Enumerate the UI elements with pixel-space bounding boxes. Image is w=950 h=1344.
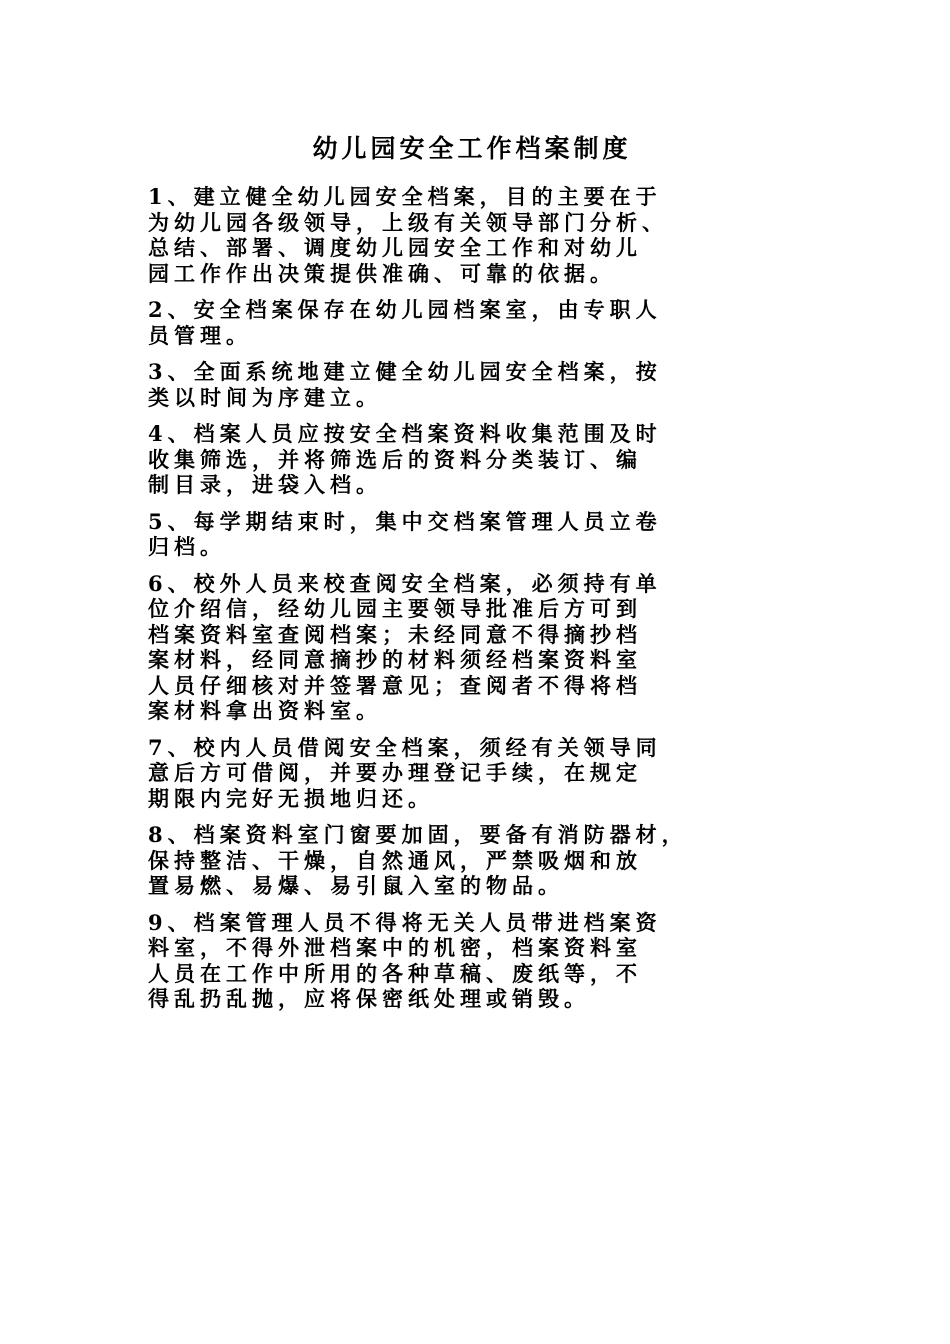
paragraph-2	[148, 297, 848, 348]
paragraph-1	[148, 184, 848, 286]
text-line: 7、校内人员借阅安全档案，须经有关领导同	[148, 734, 662, 760]
text-line: 归档。	[148, 534, 226, 559]
paragraph-9	[148, 910, 848, 1012]
text-line: 得乱扔乱抛，应将保密纸处理或销毁。	[148, 986, 590, 1011]
document-title: 幼儿园安全工作档案制度	[312, 134, 632, 163]
paragraph-3	[148, 359, 848, 410]
text-line: 9、档案管理人员不得将无关人员带进档案资	[148, 909, 662, 935]
text-line: 位介绍信，经幼儿园主要领导批准后方可到	[148, 596, 642, 621]
text-line: 1、建立健全幼儿园安全档案，目的主要在于	[148, 184, 662, 209]
paragraph-7	[148, 735, 848, 812]
text-line: 档案资料室查阅档案；未经同意不得摘抄档	[148, 621, 642, 647]
text-line: 人员仔细核对并签署意见；查阅者不得将档	[148, 672, 642, 698]
text-line: 园工作作出决策提供准确、可靠的依据。	[148, 260, 616, 286]
text-line: 人员在工作中所用的各种草稿、废纸等，不	[148, 960, 642, 986]
text-line: 员管理。	[148, 322, 252, 348]
text-line: 4、档案人员应按安全档案资料收集范围及时	[148, 421, 662, 446]
text-line: 期限内完好无损地归还。	[148, 785, 434, 811]
text-line: 意后方可借阅，并要办理登记手续，在规定	[148, 760, 642, 785]
paragraph-8	[148, 822, 848, 899]
text-line: 总结、部署、调度幼儿园安全工作和对幼儿	[148, 235, 642, 260]
paragraph-4	[148, 421, 848, 498]
text-line: 料室，不得外泄档案中的机密，档案资料室	[148, 935, 642, 960]
text-line: 保持整洁、干燥，自然通风，严禁吸烟和放	[148, 847, 642, 873]
document-body	[148, 184, 848, 1023]
text-line: 3、全面系统地建立健全幼儿园安全档案，按	[148, 359, 662, 384]
text-line: 案材料，经同意摘抄的材料须经档案资料室	[148, 647, 642, 672]
text-line: 2、安全档案保存在幼儿园档案室，由专职人	[148, 297, 662, 322]
text-line: 为幼儿园各级领导，上级有关领导部门分析、	[148, 209, 668, 235]
text-line: 8、档案资料室门窗要加固，要备有消防器材，	[148, 822, 688, 847]
text-line: 制目录，进袋入档。	[148, 472, 382, 497]
text-line: 5、每学期结束时，集中交档案管理人员立卷	[148, 508, 662, 534]
text-line: 类以时间为序建立。	[148, 384, 382, 410]
paragraph-6	[148, 571, 848, 724]
text-line: 收集筛选，并将筛选后的资料分类装订、编	[148, 446, 642, 472]
paragraph-5	[148, 509, 848, 560]
text-line: 6、校外人员来校查阅安全档案，必须持有单	[148, 570, 662, 596]
text-line: 置易燃、易爆、易引鼠入室的物品。	[148, 873, 564, 898]
text-line: 案材料拿出资料室。	[148, 698, 382, 723]
